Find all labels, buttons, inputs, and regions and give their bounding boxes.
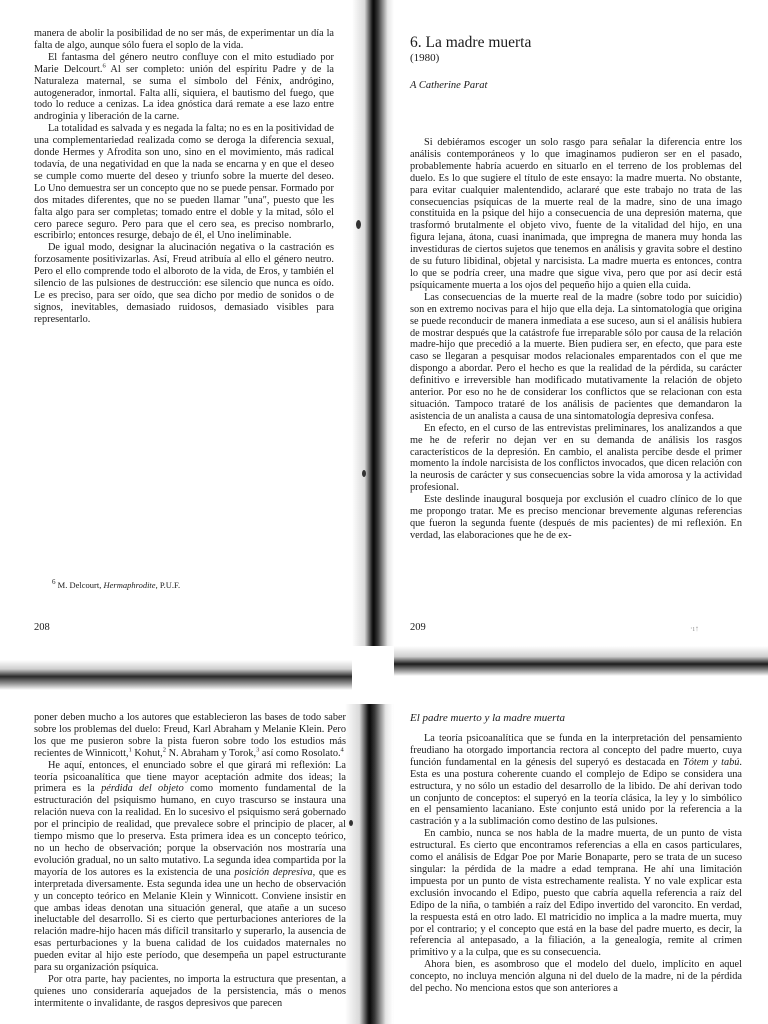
paragraph bbox=[34, 52, 334, 123]
footnote-ref: 3 bbox=[256, 746, 260, 754]
text-run: Ahora bien, es asombroso que el modelo del duelo, implícito en aquel concepto, no incluya mención alguna ni del duelo de la madre, ni de la pérdida del pecho. No menciona estos que son anteriores a bbox=[410, 959, 742, 995]
paragraph bbox=[34, 760, 346, 974]
text-run: Este deslinde inaugural bosqueja por exclusión el cuadro clínico de lo que me propongo tratar. Me es preciso mencionar brevemente algunas referencias que fueron la segunda fuente (después de mis pacientes) de mi reflexión. En verdad, las elaboraciones que he de ex- bbox=[410, 494, 742, 541]
page-number-209: 209 bbox=[410, 622, 426, 633]
paragraph bbox=[410, 828, 742, 959]
text-run: Las consecuencias de la muerte real de la madre (sobre todo por suicidio) son en extremo nocivas para el hijo que ella deja. La sintomatología que origina se puede reconducir de manera inmediata a ese suceso, aun si el análisis hubiera de mostrar después que la catástrofe fue irreparable sólo por causa de la relación madre-hijo que precedió a la muerte. Bien pudiera ser, en efecto, que para este caso se llegaran a pesquisar modos relacionales emparentados con el que me dispongo a abordar. Pero el hecho es que la realidad de la pérdida, su carácter definitivo e irreversible han modificado mutativamente la relación de objeto anterior. Por eso no he de considerar los conflictos que se relacionan con esta situación. Tampoco trataré de los análisis de pacientes que demandaron la asistencia de un analista a causa de una sintomatología depresiva confesa. bbox=[410, 291, 742, 422]
paragraph bbox=[34, 712, 346, 760]
italic-term: pérdida del objeto bbox=[101, 783, 184, 795]
text-run: La teoría psicoanalítica que se funda en la interpretación del pensamiento freudiano ha otorgado importancia rectora al concepto del padre muerto, cuya función fundamental en la génesis del superyó es destacada en bbox=[410, 733, 742, 768]
corner-mark: ·ı↑ bbox=[690, 624, 699, 633]
text-run: De igual modo, designar la alucinación negativa o la castración es forzosamente positivizarlas. Así, Freud atribuía al ello el género neutro. Pero el ello comprende todo el alboroto de la vida, de Eros, y también el silencio de las pulsiones de destrucción: ese silencio que nunca es oído. Le es preciso, para ser oído, que sea dicho por medio de sonidos o de signos, inevitables, demasiado ruidosos, demasiado visibles para representarlo. bbox=[34, 242, 334, 325]
paragraph bbox=[34, 28, 334, 52]
footnote-6: $^6$ M. Delcourt, Hermaphrodite, P.U.F. bbox=[52, 578, 181, 590]
paragraph bbox=[34, 242, 334, 325]
text-run: La totalidad es salvada y es negada la falta; no es en la positividad de una complementariedad realizada como se deroga la diferencia sexual, donde Hermes y Afrodita son uno, sino en el movimiento, más radical todavía, de una negatividad en que la nada se encarna y en que el deseo se cumple como muerte del deseo y triunfo sobre la muerte del deseo. Lo Uno demuestra ser un concepto que no se puede pensar. Formado por dos mitades diferentes, que no se pueden llamar "una", puesto que les falta algo para ser completas; tomado entre el doble y la mitad, sólo el cero parece seguro. Pero para que el cero sea, es preciso nombrarlo, escribirlo; entonces resurge, debajo de él, el Uno ineliminable. bbox=[34, 123, 334, 242]
text-run: Kohut, bbox=[131, 747, 163, 759]
footnote-ref: 1 bbox=[128, 746, 132, 754]
chapter-year: (1980) bbox=[410, 52, 440, 64]
section-title: El padre muerto y la madre muerta bbox=[410, 712, 565, 724]
paragraph bbox=[410, 292, 742, 423]
paragraph bbox=[410, 423, 742, 494]
text-run: He aquí, entonces, el enunciado sobre el que girará mi reflexión: La teoría psicoanalítica que tiene mayor aceptación admite dos ideas; la primera es la bbox=[34, 759, 346, 795]
text-run: N. Abraham y Torok, bbox=[166, 747, 257, 759]
text-run: poner deben mucho a los autores que establecieron las bases de todo saber sobre los problemas del duelo: Freud, Karl Abraham y Melanie Klein. Pero los que me pusieron sobre la pista fueron sobre todo los estudios más recientes de Winnicott, bbox=[34, 712, 346, 759]
text-run: Al ser completo: unión del espíritu Padre y de la Naturaleza maternal, se suma el símbolo del Fénix, andrógino, autogenerador, inmortal. Falta allí, siquiera, el bautismo del fuego, que todo lo reduce a cenizas. La idea gnóstica dará remate a ese lazo entre androginia y liberación de la carne. bbox=[34, 63, 334, 123]
text-run: Si debiéramos escoger un solo rasgo para señalar la diferencia entre los análisis contemporáneos y lo que imaginamos pudieron ser en el pasado, probablemente habría acuerdo en situarlo en el terreno de los problemas del duelo. Es lo que sugiere el título de este ensayo: la madre muerta. No obstante, para evitar cualquier malentendido, aclararé que este trabajo no trata de las consecuencias psíquicas de la muerte real de la madre, sino de una imago constituida en la psique del hijo a consecuencia de una depresión materna, que trasformó brutalmente el objeto vivo, fuente de la vitalidad del hijo, en una figura lejana, átona, cuasi inanimada, que impregna de manera muy honda las investiduras de ciertos sujetos que tenemos en análisis y gravita sobre el destino de su futuro libidinal, objetal y narcisista. La madre muerta es entonces, contra lo que se podría creer, una madre que sigue viva, pero que por así decir está psíquicamente muerta a los ojos del pequeño hijo a quien ella cuida. bbox=[410, 137, 742, 291]
text-run: Por otra parte, hay pacientes, no importa la estructura que presentan, a quienes uno consideraría aquejados de la persistencia, más o menos intermitente o invalidante, de rasgos depresivos que parecen bbox=[34, 973, 346, 1009]
footnote-ref: 6 bbox=[102, 62, 106, 70]
text-run: . Esta es una postura coherente cuando el complejo de Edipo se considera una estructura, y no sólo un estadio del desarrollo de la libido. De ahí derivan todo un conjunto de conceptos: el superyó en la teoría clásica, la ley y lo simbólico en el pensamiento lacaniano. Este conjunto está unido por la referencia a la castración y a la sublimación como destino de las pulsiones. bbox=[410, 756, 742, 828]
italic-term: posición depresiva bbox=[234, 866, 313, 878]
page-number-208: 208 bbox=[34, 622, 50, 633]
paragraph bbox=[410, 494, 742, 542]
footnote-ref: 2 bbox=[162, 746, 167, 754]
italic-term: Tótem y tabú bbox=[682, 756, 740, 768]
chapter-dedication: A Catherine Parat bbox=[410, 80, 488, 91]
page-209-body bbox=[410, 137, 742, 542]
paragraph bbox=[410, 137, 742, 292]
text-run: En cambio, nunca se nos habla de la madre muerta, de un punto de vista estructural. Es cierto que encontramos referencias a ella en casos particulares, como el análisis de Edgar Poe por Marie Bonaparte, pero se trata de un suceso singular: la pérdida de la madre a edad temprana. He ahí una limitación impuesta por un punto de vista estrechamente realista. Y no vale explicar esta exclusión invocando el Edipo, puesto que cabría aquella referencia a raíz del Edipo de la niña, o también a raíz del Edipo invertido del varoncito. En verdad, la respuesta está en otro lado. El matricidio no implica a la madre muerta, muy por el contrario; y el concepto que está en la base del padre muerto, es decir, la referencia al antepasado, a la filiación, a la genealogía, remite al crimen primitivo y a la culpa, que es su consecuencia. bbox=[410, 828, 742, 959]
paragraph bbox=[34, 974, 346, 1010]
chapter-title: 6. La madre muerta bbox=[410, 34, 532, 51]
text-run: , que es interpretada diversamente. Esta segunda idea une un hecho de observación y un concepto teórico en Melanie Klein y Winnicott. Conviene insistir en que ambas ideas denotan una situación general, que atañe a un suceso ineluctable del desarrollo. Si es cierto que perturbaciones anteriores de la relación madre-hijo hacen más difícil transitarlo y superarlo, la ausencia de esas perturbaciones y la buena calidad de los cuidados maternales no pueden evitar al hijo este período, que desempeña un papel estructurante para su organización psíquica. bbox=[34, 866, 346, 974]
text-run: El fantasma del género neutro confluye con el mito estudiado por Marie Delcourt. bbox=[34, 51, 334, 75]
bottom-right-page-body bbox=[410, 733, 742, 995]
spread-separator bbox=[0, 646, 768, 704]
paragraph bbox=[410, 733, 742, 828]
text-run: En efecto, en el curso de las entrevistas preliminares, los analizandos a que me he de referir no dejan ver en su demanda de análisis los rasgos característicos de la depresión. En cambio, el analista percibe desde el primer momento la índole narcisista de los conflictos invocados, que dicen relación con la neurosis de carácter y sus consecuencias sobre la vida amorosa y la actividad profesional. bbox=[410, 422, 742, 494]
bottom-left-page-body bbox=[34, 712, 346, 1010]
text-run: como momento fundamental de la estructuración del psiquismo humano, en cuyo trascurso se instaura una relación nueva con la realidad. En lo sucesivo el psiquismo será gobernado por el principio de realidad, que prevalece sobre el principio de placer, al tiempo mismo que lo preserva. Esta primera idea es un concepto teórico, no un hecho de observación; porque la observación nos mostraría una evolución gradual, no un salto mutativo. La segunda idea compartida por la mayoría de los autores es la existencia de una bbox=[34, 783, 346, 878]
paragraph bbox=[34, 123, 334, 242]
text-run: manera de abolir la posibilidad de no ser más, de experimentar un día la falta de algo, aunque sólo fuera el soplo de la vida. bbox=[34, 28, 334, 51]
page-208-body bbox=[34, 28, 334, 326]
paragraph bbox=[410, 959, 742, 995]
footnote-ref: 4 bbox=[340, 746, 344, 754]
binding-gutter-bottom bbox=[345, 690, 393, 1024]
text-run: así como Rosolato. bbox=[259, 747, 341, 759]
